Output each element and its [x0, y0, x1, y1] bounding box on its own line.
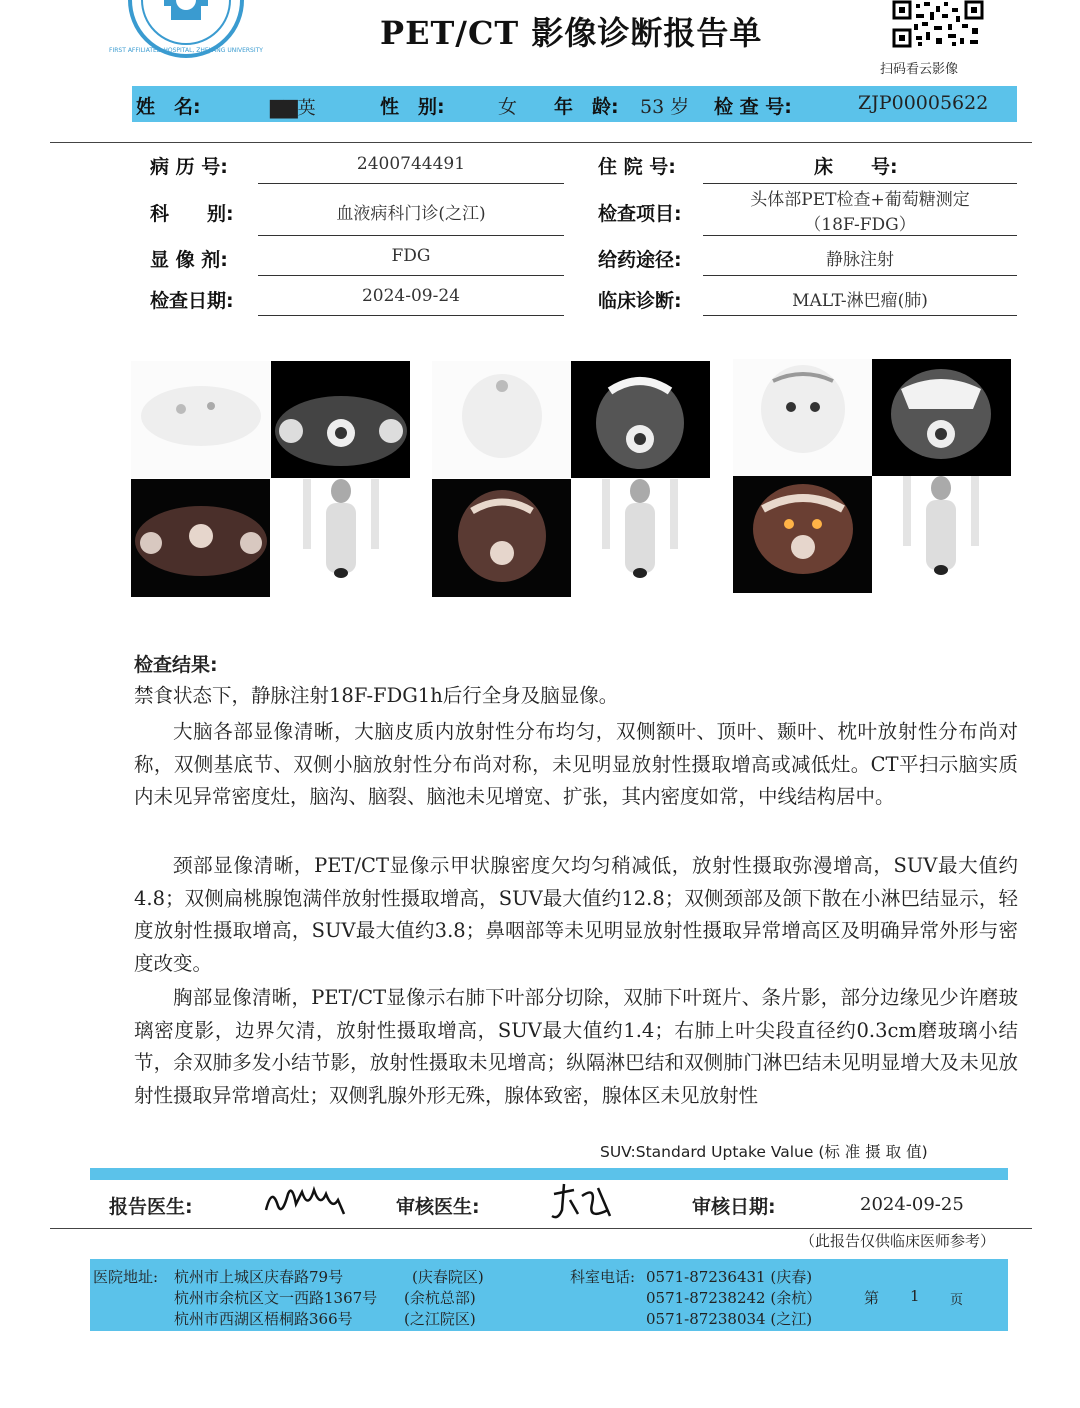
address-line-3: 杭州市西湖区梧桐路366号	[174, 1310, 353, 1328]
exam-item-value-line1: 头体部PET检查+葡萄糖测定	[750, 190, 970, 210]
underline	[703, 275, 1017, 276]
bed-label: 床 号:	[814, 156, 898, 178]
hospital-logo	[109, 0, 263, 60]
findings-title: 检查结果:	[134, 654, 218, 676]
sex-value: 女	[498, 96, 518, 118]
exam-date-label: 检查日期:	[150, 290, 234, 312]
address-line-1: 杭州市上城区庆春路79号	[174, 1268, 344, 1286]
findings-paragraph-2: 大脑各部显像清晰，大脑皮质内放射性分布均匀，双侧额叶、顶叶、颞叶、枕叶放射性分布尚对称，双侧基底节、双侧小脑放射性分布尚对称，未见明显放射性摄取增高或减低灶。CT平扫示脑实质内未见异常密度灶，脑沟、脑裂、脑池未见增宽、扩张，其内密度如常，中线结构居中。	[134, 720, 1018, 808]
route-value: 静脉注射	[826, 250, 894, 270]
age-value: 53 岁	[640, 96, 690, 118]
divider	[50, 1228, 1032, 1229]
exam-date-value: 2024-09-24	[361, 286, 460, 306]
svg-text:FIRST AFFILIATED HOSPITAL, ZHE: FIRST AFFILIATED HOSPITAL, ZHEJIANG UNIVERSITY	[109, 47, 263, 54]
record-no-label: 病 历 号:	[150, 156, 228, 178]
page-number: 1	[910, 1287, 920, 1305]
underline	[258, 183, 564, 184]
address-campus-3: (之江院区)	[404, 1310, 476, 1328]
inpatient-no-label: 住 院 号:	[598, 156, 676, 178]
name-label: 姓 名:	[136, 96, 201, 118]
address-label: 医院地址:	[93, 1268, 159, 1286]
record-no-value: 2400744491	[356, 154, 466, 174]
review-date-label: 审核日期:	[692, 1196, 776, 1218]
qr-code[interactable]	[892, 0, 984, 48]
page-prefix: 第	[864, 1289, 880, 1307]
divider	[50, 142, 1032, 143]
findings-paragraph-1: 禁食状态下，静脉注射18F-FDG1h后行全身及脑显像。	[134, 684, 619, 707]
address-campus-1: (庆春院区)	[412, 1268, 484, 1286]
exam-item-value-line2: （18F-FDG）	[804, 215, 916, 235]
underline	[703, 315, 1017, 316]
phone-3: 0571-87238034 (之江)	[646, 1310, 813, 1328]
disclaimer: （此报告仅供临床医师参考）	[800, 1232, 996, 1250]
phone-label: 科室电话:	[570, 1268, 636, 1286]
dept-label: 科 别:	[150, 203, 234, 225]
exam-no-label: 检 查 号:	[714, 96, 792, 118]
address-campus-2: (余杭总部)	[404, 1289, 476, 1307]
exam-item-label: 检查项目:	[598, 203, 682, 225]
reporter-label: 报告医生:	[109, 1196, 193, 1218]
suv-note: SUV:Standard Uptake Value (标 准 摄 取 值)	[600, 1143, 928, 1161]
age-label: 年 龄:	[554, 96, 619, 118]
agent-label: 显 像 剂:	[150, 249, 228, 271]
findings-paragraph-4: 胸部显像清晰，PET/CT显像示右肺下叶部分切除，双肺下叶斑片、条片影，部分边缘见少许磨玻璃密度影，边界欠清，放射性摄取增高，SUV最大值约1.4；右肺上叶尖段直径约0.3cm磨玻璃小结节，余双肺多发小结节影，放射性摄取未见增高；纵隔淋巴结和双侧肺门淋巴结未见明显增大及未见放射性摄取异常增高灶；双侧乳腺外形无殊，腺体致密，腺体区未见放射性	[134, 986, 1018, 1107]
agent-value: FDG	[391, 246, 431, 266]
sex-label: 性 别:	[380, 96, 445, 118]
phone-2: 0571-87238242 (余杭）	[646, 1289, 822, 1307]
address-line-2: 杭州市余杭区文一西路1367号	[174, 1289, 378, 1307]
phone-1: 0571-87236431 (庆春)	[646, 1268, 813, 1286]
scan-panel-3[interactable]	[733, 359, 1011, 593]
dept-value: 血液病科门诊(之江)	[336, 204, 486, 224]
underline	[258, 315, 564, 316]
underline	[703, 235, 1017, 236]
findings-paragraph-3: 颈部显像清晰，PET/CT显像示甲状腺密度欠均匀稍减低，放射性摄取弥漫增高，SUV最大值约4.8；双侧扁桃腺饱满伴放射性摄取增高，SUV最大值约12.8；双侧颈部及颌下散在小淋巴结显示，轻度放射性摄取增高，SUV最大值约3.8；鼻咽部等未见明显放射性摄取异常增高区及明确异常外形与密度改变。	[134, 854, 1018, 975]
reporter-signature	[262, 1180, 348, 1224]
reviewer-signature	[548, 1180, 618, 1226]
blue-band	[90, 1168, 1008, 1180]
page-suffix: 页	[950, 1293, 964, 1308]
review-date-value: 2024-09-25	[860, 1194, 964, 1215]
underline	[258, 235, 564, 236]
scan-panel-2[interactable]	[432, 361, 710, 597]
footer-contact-bar	[90, 1259, 1008, 1331]
diagnosis-label: 临床诊断:	[598, 290, 682, 312]
route-label: 给药途径:	[598, 249, 682, 271]
underline	[258, 275, 564, 276]
report-title: PET/CT 影像诊断报告单	[380, 14, 763, 52]
diagnosis-value: MALT-淋巴瘤(肺)	[792, 291, 928, 311]
underline	[703, 183, 1017, 184]
name-value: ▇▇英	[270, 98, 316, 119]
reviewer-label: 审核医生:	[396, 1196, 480, 1218]
scan-panel-1[interactable]	[131, 361, 410, 597]
qr-caption: 扫码看云影像	[880, 62, 959, 77]
exam-no-value: ZJP00005622	[858, 92, 989, 114]
